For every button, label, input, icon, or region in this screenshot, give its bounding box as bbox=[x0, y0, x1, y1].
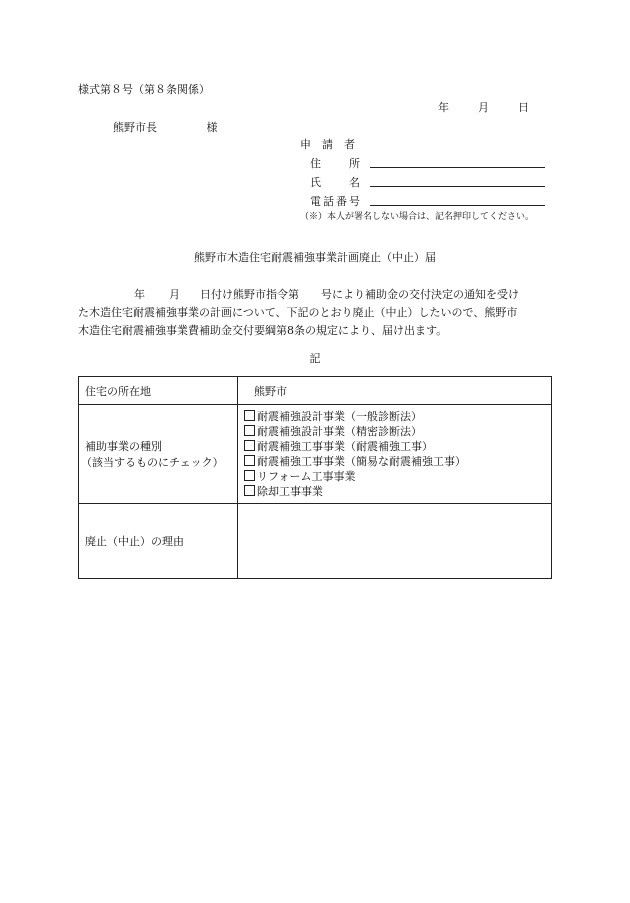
project-type-instruction: （該当するものにチェック） bbox=[81, 456, 224, 469]
date-year-label: 年 bbox=[438, 101, 449, 114]
project-type-label: 補助事業の種別 bbox=[85, 440, 162, 453]
location-label: 住宅の所在地 bbox=[79, 377, 238, 405]
signature-note: （※）本人が署名しない場合は、記名押印してください。 bbox=[300, 212, 535, 222]
body-paragraph bbox=[78, 286, 553, 340]
checkbox-icon[interactable] bbox=[244, 425, 255, 436]
location-value[interactable] bbox=[238, 377, 552, 405]
addressee bbox=[113, 119, 218, 135]
name-input-line[interactable] bbox=[370, 186, 545, 187]
address-field[interactable] bbox=[300, 155, 560, 173]
phone-input-line[interactable] bbox=[370, 205, 545, 206]
option-seismic-design-general[interactable] bbox=[244, 409, 545, 424]
checkbox-icon[interactable] bbox=[244, 440, 255, 451]
body-line1-mid: 日付け熊野市指令第 bbox=[200, 288, 299, 301]
option-label: リフォーム工事事業 bbox=[257, 470, 356, 483]
reason-input[interactable] bbox=[238, 504, 552, 579]
addressee-honorific: 様 bbox=[206, 121, 218, 134]
reason-label: 廃止（中止）の理由 bbox=[79, 504, 238, 579]
option-label: 耐震補強設計事業（一般診断法） bbox=[257, 410, 422, 423]
table-row bbox=[79, 377, 552, 405]
address-label: 住所 bbox=[310, 157, 360, 170]
body-year: 年 bbox=[134, 288, 145, 301]
option-reform-work[interactable] bbox=[244, 469, 545, 484]
table-row bbox=[79, 504, 552, 579]
body-line-3: 木造住宅耐震補強事業費補助金交付要綱第8条の規定により、届け出ます。 bbox=[78, 324, 448, 337]
location-city: 熊野市 bbox=[254, 384, 287, 398]
addressee-name: 熊野市長 bbox=[113, 121, 157, 134]
document-title: 熊野市木造住宅耐震補強事業計画廃止（中止）届 bbox=[194, 251, 436, 264]
option-label: 耐震補強設計事業（精密診断法） bbox=[257, 425, 422, 438]
body-line-1 bbox=[78, 286, 553, 304]
option-label: 除却工事事業 bbox=[257, 485, 323, 498]
option-seismic-work-simple[interactable] bbox=[244, 454, 545, 469]
body-line-2: た木造住宅耐震補強事業の計画について、下記のとおり廃止（中止）したいので、熊野市 bbox=[78, 306, 518, 319]
checkbox-icon[interactable] bbox=[244, 485, 255, 496]
date-day-label: 日 bbox=[518, 101, 529, 114]
checkbox-icon[interactable] bbox=[244, 410, 255, 421]
body-month: 月 bbox=[169, 288, 180, 301]
name-field[interactable] bbox=[300, 174, 560, 192]
date-fields bbox=[438, 99, 529, 115]
project-type-label-cell bbox=[79, 405, 238, 504]
name-label: 氏名 bbox=[310, 176, 360, 189]
project-type-options bbox=[238, 405, 552, 504]
date-month-label: 月 bbox=[478, 101, 489, 114]
option-seismic-design-precise[interactable] bbox=[244, 424, 545, 439]
checkbox-icon[interactable] bbox=[244, 470, 255, 481]
option-label: 耐震補強工事事業（簡易な耐震補強工事） bbox=[257, 455, 466, 468]
option-seismic-work[interactable] bbox=[244, 439, 545, 454]
form-number: 様式第８号（第８条関係） bbox=[78, 83, 210, 96]
body-line1-end: 号により補助金の交付決定の通知を受け bbox=[321, 288, 519, 301]
details-table bbox=[78, 376, 552, 579]
option-demolition-work[interactable] bbox=[244, 484, 545, 499]
address-input-line[interactable] bbox=[370, 167, 545, 168]
table-row bbox=[79, 405, 552, 504]
ki-heading: 記 bbox=[309, 352, 321, 365]
checkbox-icon[interactable] bbox=[244, 455, 255, 466]
option-label: 耐震補強工事事業（耐震補強工事） bbox=[257, 440, 433, 453]
applicant-heading: 申 請 者 bbox=[300, 138, 355, 151]
phone-label: 電話番号 bbox=[310, 195, 360, 208]
